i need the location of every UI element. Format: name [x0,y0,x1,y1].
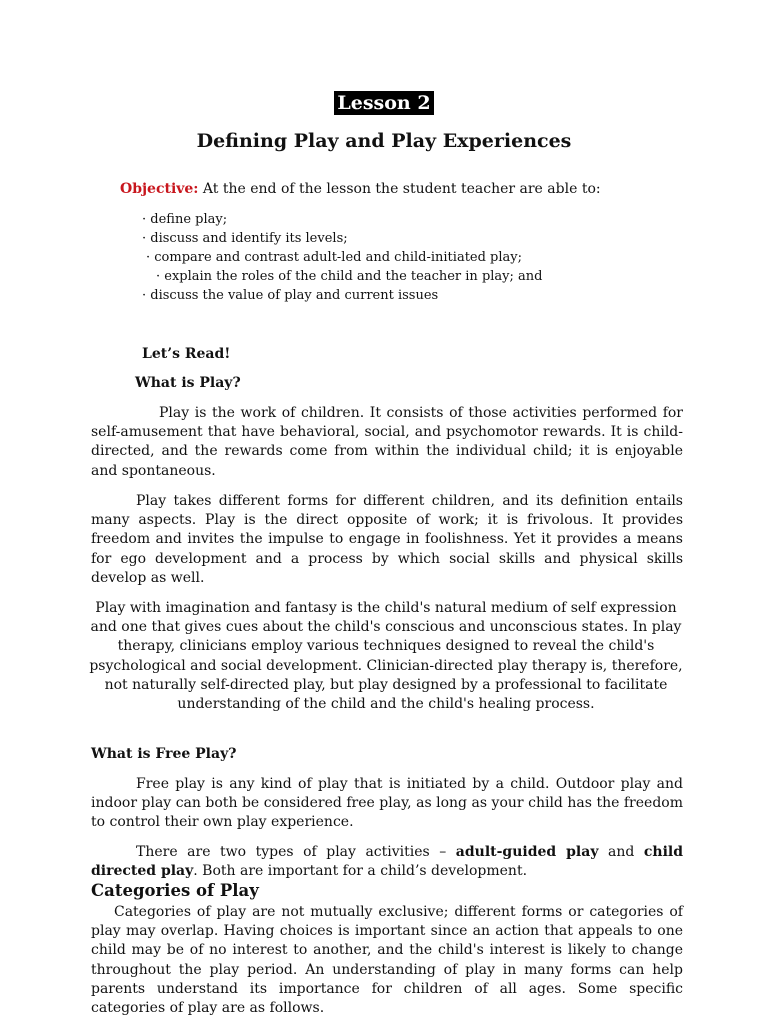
objective-text: At the end of the lesson the student teacher are able to: [198,181,601,197]
objective-item: · discuss and identify its levels; [142,231,348,246]
what-is-play-paragraph-1: Play is the work of children. It consists of those activities performed for self-amusement that have behavioral, social, and psychomotor rewards. It is child-directed, and the rewards come from within the individual child; it is enjoyable and spontaneous. [91,405,683,479]
what-is-free-play-heading: What is Free Play? [91,746,237,762]
child-directed-play-term: child directed play [91,844,684,880]
lets-read-heading: Let’s Read! [142,346,231,362]
what-is-play-heading: What is Play? [135,375,241,391]
objective-item: · explain the roles of the child and the teacher in play; and [156,269,543,284]
free-play-text: and [598,844,644,860]
free-play-paragraph-2 [91,843,683,881]
lesson-label-wrap [0,91,768,115]
free-play-paragraph-1: Free play is any kind of play that is initiated by a child. Outdoor play and indoor play can both be considered free play, as long as your child has the freedom to control their own play experience. [91,776,683,831]
objective-item: · define play; [142,212,228,227]
objective [120,180,740,198]
what-is-play-paragraph-3: Play with imagination and fantasy is the child's natural medium of self expression and one that gives cues about the child's conscious and unconscious states. In play therapy, clinicians employ various techniques designed to reveal the child's psychological and social development. Clinician-directed play therapy is, therefore, not naturally self-directed play, but play designed by a professional to facilitate understanding of the child and the child's healing process. [89,600,683,713]
free-play-text: . Both are important for a child’s development. [193,863,528,880]
adult-guided-play-term: adult-guided play [455,844,599,860]
objective-item: · compare and contrast adult-led and child-initiated play; [146,250,523,265]
categories-of-play-heading: Categories of Play [91,881,259,900]
page-title: Defining Play and Play Experiences [196,130,572,152]
what-is-play-paragraph-2: Play takes different forms for different children, and its definition entails many aspects. Play is the direct opposite of work; it is frivolous. It provides freedom and invites the impulse to engage in foolishness. Yet it provides a means for ego development and a process by which social skills and physical skills develop as well. [91,493,683,586]
objective-item: · discuss the value of play and current issues [142,288,439,303]
lesson-label: Lesson 2 [334,91,433,115]
objective-label: Objective: [120,181,199,197]
free-play-text: There are two types of play activities – [136,844,456,860]
categories-paragraph: Categories of play are not mutually exclusive; different forms or categories of play may overlap. Having choices is important since an action that appeals to one child may be of no interest to another, and the child's interest is likely to change throughout the play period. An understanding of play in many forms can help parents understand its importance for children of all ages. Some specific categories of play are as follows. [91,904,683,1017]
